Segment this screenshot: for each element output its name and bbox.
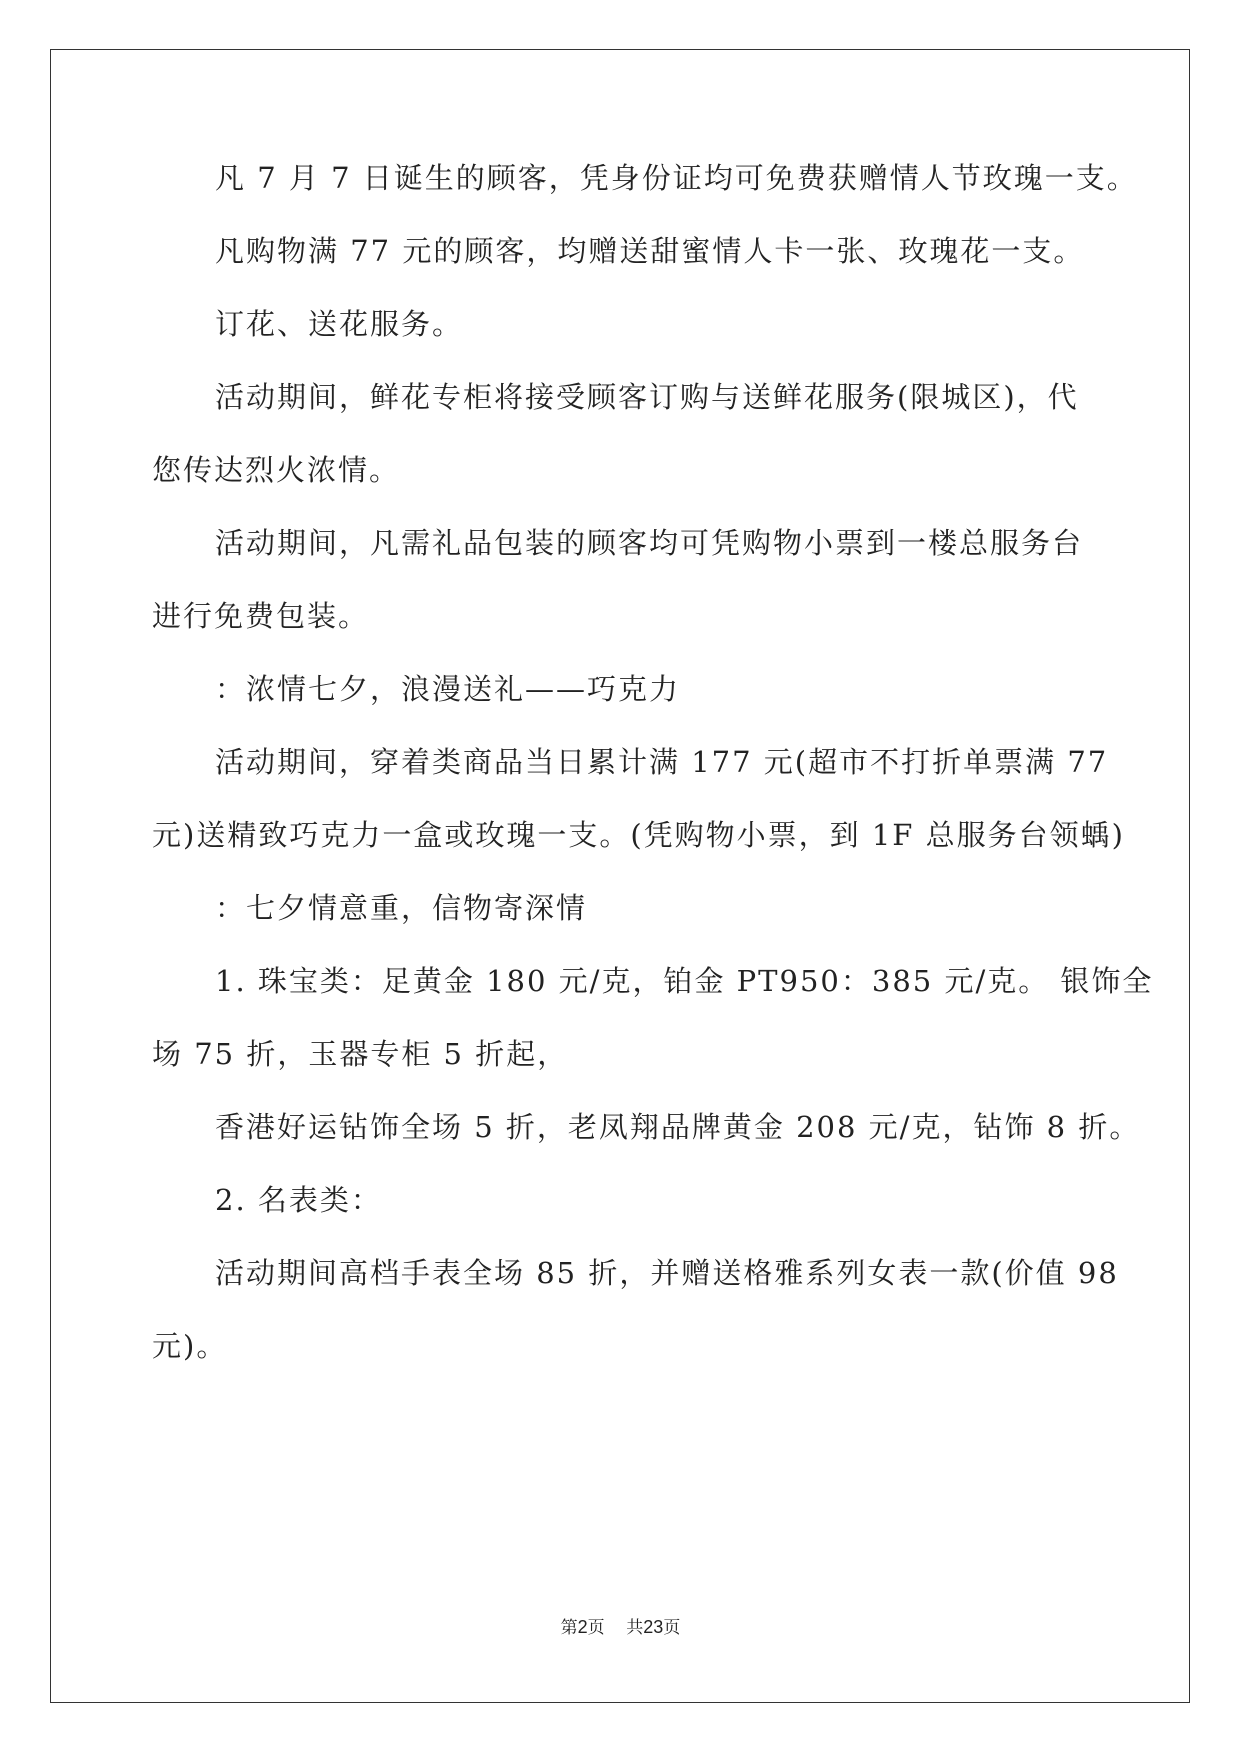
paragraph-line: 活动期间高档手表全场 85 折，并赠送格雅系列女表一款(价值 98: [215, 1256, 1119, 1290]
footer-page-number: 2: [577, 1617, 588, 1637]
footer-page-suffix: 页: [587, 1618, 605, 1638]
paragraph-line: 凡 7 月 7 日诞生的顾客，凭身份证均可免费获赠情人节玫瑰一支。: [215, 161, 1138, 195]
paragraph-line: 订花、送花服务。: [215, 307, 464, 341]
paragraph-line: 活动期间，凡需礼品包装的顾客均可凭购物小票到一楼总服务台: [215, 526, 1084, 560]
section-heading: ：浓情七夕，浪漫送礼——巧克力: [215, 672, 681, 706]
paragraph-line: 活动期间，鲜花专柜将接受顾客订购与送鲜花服务(限城区)，代: [215, 380, 1079, 414]
paragraph-line: 活动期间，穿着类商品当日累计满 177 元(超市不打折单票满 77: [215, 745, 1109, 779]
paragraph-line: 您传达烈火浓情。: [152, 453, 401, 487]
paragraph-line: 进行免费包装。: [152, 599, 370, 633]
footer-total-prefix: 共: [626, 1618, 644, 1638]
paragraph-line: 香港好运钻饰全场 5 折，老凤翔品牌黄金 208 元/克，钻饰 8 折。: [215, 1110, 1141, 1144]
footer-total-pages: 23: [643, 1617, 664, 1637]
paragraph-line: 凡购物满 77 元的顾客，均赠送甜蜜情人卡一张、玫瑰花一支。: [215, 234, 1085, 268]
footer-page-prefix: 第: [560, 1618, 578, 1638]
paragraph-line: 元)送精致巧克力一盒或玫瑰一支。(凭购物小票，到 1F 总服务台领蝺): [152, 818, 1125, 852]
paragraph-line: 2. 名表类：: [215, 1183, 382, 1217]
section-heading: ：七夕情意重，信物寄深情: [215, 891, 588, 925]
paragraph-line: 元)。: [152, 1329, 228, 1363]
page-border: [50, 49, 1190, 1703]
footer-total-suffix: 页: [663, 1618, 681, 1638]
paragraph-line: 1. 珠宝类：足黄金 180 元/克，铂金 PT950：385 元/克。 银饰全: [215, 964, 1154, 998]
page-footer: [0, 1616, 1241, 1639]
paragraph-line: 场 75 折，玉器专柜 5 折起，: [152, 1037, 569, 1071]
